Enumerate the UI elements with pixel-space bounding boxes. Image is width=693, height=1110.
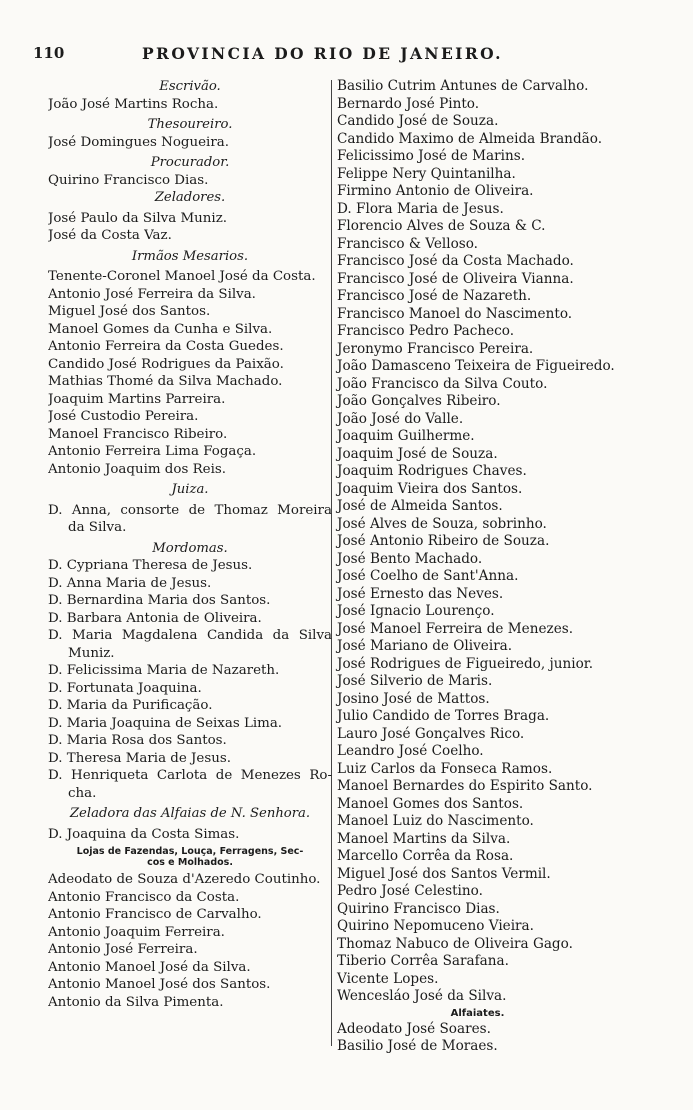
- list-item: João José Martins Rocha.: [48, 96, 219, 112]
- list-item: Leandro José Coelho.: [337, 743, 484, 759]
- lojas-list: [48, 871, 332, 1011]
- list-item: José Ernesto das Neves.: [337, 585, 504, 602]
- section-heading-zeladores: Zeladores.: [154, 190, 226, 205]
- list-item: Manoel Gomes da Cunha e Silva.: [48, 321, 273, 337]
- mordomas-list: [48, 557, 332, 627]
- list-item: José Silverio de Maris.: [337, 673, 493, 689]
- list-item: João Damasceno Teixeira de Figueiredo.: [337, 358, 615, 374]
- word: Ro-: [309, 768, 332, 783]
- section-heading-juiza: Juiza.: [171, 482, 209, 497]
- list-item: Antonio Francisco de Carvalho.: [48, 907, 262, 922]
- page-header: [0, 44, 693, 68]
- word: Menezes: [240, 768, 301, 783]
- list-item: Candido José Rodrigues da Paixão.: [48, 356, 284, 372]
- list-item: Quirino Nepomuceno Vieira.: [337, 918, 534, 934]
- list-item: D. Maria Joaquina de Seixas Lima.: [48, 715, 283, 731]
- list-item: José Coelho de Sant'Anna.: [337, 568, 519, 584]
- list-item: Luiz Carlos da Fonseca Ramos.: [337, 760, 553, 777]
- list-item: Antonio Manoel José dos Santos.: [48, 977, 271, 992]
- list-item: Firmino Antonio de Oliveira.: [337, 183, 534, 199]
- list-item: Quirino Francisco Dias.: [48, 172, 209, 188]
- list-item: D. Cypriana Theresa de Jesus.: [48, 558, 253, 573]
- list-item: José Domingues Nogueira.: [48, 134, 229, 150]
- list-item: Antonio Joaquim Ferreira.: [48, 924, 225, 940]
- list-item: D. Felicissima Maria de Nazareth.: [48, 663, 280, 678]
- word: Moreira: [277, 502, 332, 518]
- word: de: [215, 768, 233, 783]
- list-item: Florencio Alves de Souza & C.: [337, 218, 546, 234]
- list-item: Antonio Manoel José da Silva.: [48, 959, 251, 975]
- list-item: José Custodio Pereira.: [48, 409, 199, 424]
- word: Henriqueta: [71, 768, 149, 783]
- word: da: [272, 628, 290, 643]
- list-item: Adeodato de Souza d'Azeredo Coutinho.: [48, 872, 321, 887]
- section-heading-zeladora: Zeladora das Alfaias de N. Senhora.: [69, 806, 311, 821]
- word: D.: [48, 628, 63, 643]
- mordoma-henriqueta-line-1: [48, 767, 332, 785]
- list-item: Marcello Corrêa da Rosa.: [337, 848, 514, 864]
- section-heading-mesarios: Irmãos Mesarios.: [131, 248, 249, 264]
- mordoma-magdalena-line-1: [48, 627, 332, 645]
- word: Carlota: [156, 768, 208, 783]
- list-item: José Alves de Souza, sobrinho.: [337, 515, 547, 532]
- list-item: Wencesláo José da Silva.: [337, 988, 507, 1004]
- mordoma-magdalena-line-2: Muniz.: [68, 645, 115, 661]
- section-heading-lojas-1: Lojas de Fazendas, Louça, Ferragens, Sec-: [76, 846, 304, 857]
- list-item: Manoel Martins da Silva.: [337, 830, 511, 847]
- list-item: José Bento Machado.: [337, 550, 483, 567]
- list-item: D. Fortunata Joaquina.: [48, 680, 202, 696]
- list-item: Felippe Nery Quintanilha.: [337, 165, 516, 182]
- list-item: Francisco José de Oliveira Vianna.: [337, 270, 574, 287]
- list-item: José Ignacio Lourenço.: [337, 603, 495, 619]
- list-item: D. Theresa Maria de Jesus.: [48, 750, 231, 766]
- left-column: [48, 78, 332, 1011]
- list-item: Antonio da Silva Pimenta.: [48, 994, 224, 1010]
- list-item: José Antonio Ribeiro de Souza.: [337, 533, 550, 549]
- escrivao-list: [48, 96, 332, 114]
- list-item: D. Joaquina da Costa Simas.: [48, 826, 240, 842]
- page-number: 110: [33, 44, 65, 62]
- section-heading-tesoureiro: Thesoureiro.: [147, 117, 233, 132]
- word: Thomaz: [214, 502, 268, 518]
- list-item: João José do Valle.: [337, 410, 464, 427]
- list-item: José Rodrigues de Figueiredo, junior.: [337, 655, 594, 672]
- list-item: José da Costa Vaz.: [48, 228, 172, 243]
- list-item: Manoel Bernardes do Espirito Santo.: [337, 778, 593, 794]
- list-item: D. Barbara Antonia de Oliveira.: [48, 610, 262, 626]
- list-item: Thomaz Nabuco de Oliveira Gago.: [337, 935, 573, 952]
- list-item: Francisco & Velloso.: [337, 235, 479, 252]
- mordoma-henriqueta-line-2: cha.: [68, 785, 97, 801]
- mesarios-list: [48, 268, 332, 478]
- list-item: D. Bernardina Maria dos Santos.: [48, 593, 271, 608]
- list-item: Joaquim José de Souza.: [337, 445, 498, 462]
- list-item: Joaquim Vieira dos Santos.: [337, 480, 523, 497]
- juiza-line-2: da Silva.: [68, 520, 127, 535]
- list-item: Miguel José dos Santos.: [48, 304, 211, 319]
- list-item: Antonio Francisco da Costa.: [48, 889, 240, 905]
- tesoureiro-list: [48, 134, 332, 152]
- section-heading-escrivao: Escrivão.: [159, 79, 221, 94]
- list-item: Lauro José Gonçalves Rico.: [337, 725, 525, 742]
- list-item: José Mariano de Oliveira.: [337, 638, 513, 654]
- list-item: Felicissimo José de Marins.: [337, 148, 526, 164]
- list-item: Francisco José de Nazareth.: [337, 288, 532, 304]
- word: Silva: [298, 628, 332, 643]
- list-item: D. Maria Rosa dos Santos.: [48, 733, 227, 748]
- list-item: Francisco Pedro Pacheco.: [337, 323, 515, 339]
- list-item: Candido Maximo de Almeida Brandão.: [337, 130, 603, 147]
- list-item: Julio Candido de Torres Braga.: [337, 708, 550, 724]
- list-item: Candido José de Souza.: [337, 113, 499, 129]
- list-item: Antonio Joaquim dos Reis.: [48, 461, 226, 477]
- list-item: Adeodato José Soares.: [337, 1020, 491, 1037]
- list-item: Francisco Manoel do Nascimento.: [337, 305, 573, 322]
- list-item: Antonio Ferreira da Costa Guedes.: [48, 339, 284, 354]
- list-item: D. Anna Maria de Jesus.: [48, 575, 212, 591]
- mordomas-list-2: [48, 662, 332, 767]
- section-heading-alfaiates: Alfaiates.: [450, 1007, 505, 1019]
- section-heading-lojas-2: cos e Molhados.: [147, 857, 233, 868]
- list-item: José Paulo da Silva Muniz.: [48, 210, 228, 226]
- list-item: Manoel Francisco Ribeiro.: [48, 426, 228, 442]
- list-item: Basilio José de Moraes.: [337, 1038, 498, 1054]
- list-item: Antonio José Ferreira da Silva.: [48, 286, 256, 302]
- list-item: Tenente-Coronel Manoel José da Costa.: [48, 269, 316, 284]
- list-item: Pedro José Celestino.: [337, 883, 483, 899]
- zeladora-list: [48, 826, 332, 844]
- word: D.: [48, 502, 63, 518]
- list-item: Joaquim Guilherme.: [337, 428, 475, 444]
- word: D.: [48, 768, 63, 783]
- list-item: Basilio Cutrim Antunes de Carvalho.: [337, 78, 589, 94]
- list-item: Manoel Luiz do Nascimento.: [337, 813, 534, 829]
- list-item: João Francisco da Silva Couto.: [337, 375, 548, 392]
- right-names-list: [335, 78, 620, 1006]
- list-item: Francisco José da Costa Machado.: [337, 253, 574, 269]
- word: Anna,: [71, 502, 112, 518]
- word: Magdalena: [121, 628, 198, 643]
- list-item: José Manoel Ferreira de Menezes.: [337, 620, 574, 637]
- zeladores-list: [48, 210, 332, 245]
- word: Maria: [71, 628, 113, 643]
- procurador-list: [48, 172, 332, 190]
- list-item: Jeronymo Francisco Pereira.: [337, 340, 534, 357]
- juiza-line-1: [48, 502, 332, 520]
- list-item: Vicente Lopes.: [337, 970, 439, 987]
- list-item: D. Flora Maria de Jesus.: [337, 200, 504, 217]
- list-item: Bernardo José Pinto.: [337, 95, 480, 112]
- list-item: José de Almeida Santos.: [337, 498, 503, 514]
- list-item: Manoel Gomes dos Santos.: [337, 795, 524, 812]
- word: Candida: [206, 628, 264, 643]
- list-item: João Gonçalves Ribeiro.: [337, 393, 501, 409]
- list-item: Josino José de Mattos.: [337, 690, 490, 707]
- list-item: Joaquim Rodrigues Chaves.: [337, 463, 527, 479]
- section-heading-mordomas: Mordomas.: [152, 540, 228, 556]
- word: de: [188, 502, 206, 518]
- alfaiates-list: [335, 1021, 620, 1056]
- list-item: Mathias Thomé da Silva Machado.: [48, 374, 283, 389]
- section-heading-procurador: Procurador.: [150, 155, 230, 170]
- list-item: Quirino Francisco Dias.: [337, 900, 500, 917]
- page-title: PROVINCIA DO RIO DE JANEIRO.: [142, 44, 503, 63]
- right-column: [335, 78, 620, 1056]
- list-item: Tiberio Corrêa Sarafana.: [337, 953, 509, 969]
- list-item: Miguel José dos Santos Vermil.: [337, 865, 551, 882]
- list-item: D. Maria da Purificação.: [48, 698, 213, 713]
- list-item: Joaquim Martins Parreira.: [48, 391, 226, 407]
- list-item: Antonio José Ferreira.: [48, 942, 198, 957]
- word: consorte: [120, 502, 180, 518]
- list-item: Antonio Ferreira Lima Fogaça.: [48, 444, 257, 459]
